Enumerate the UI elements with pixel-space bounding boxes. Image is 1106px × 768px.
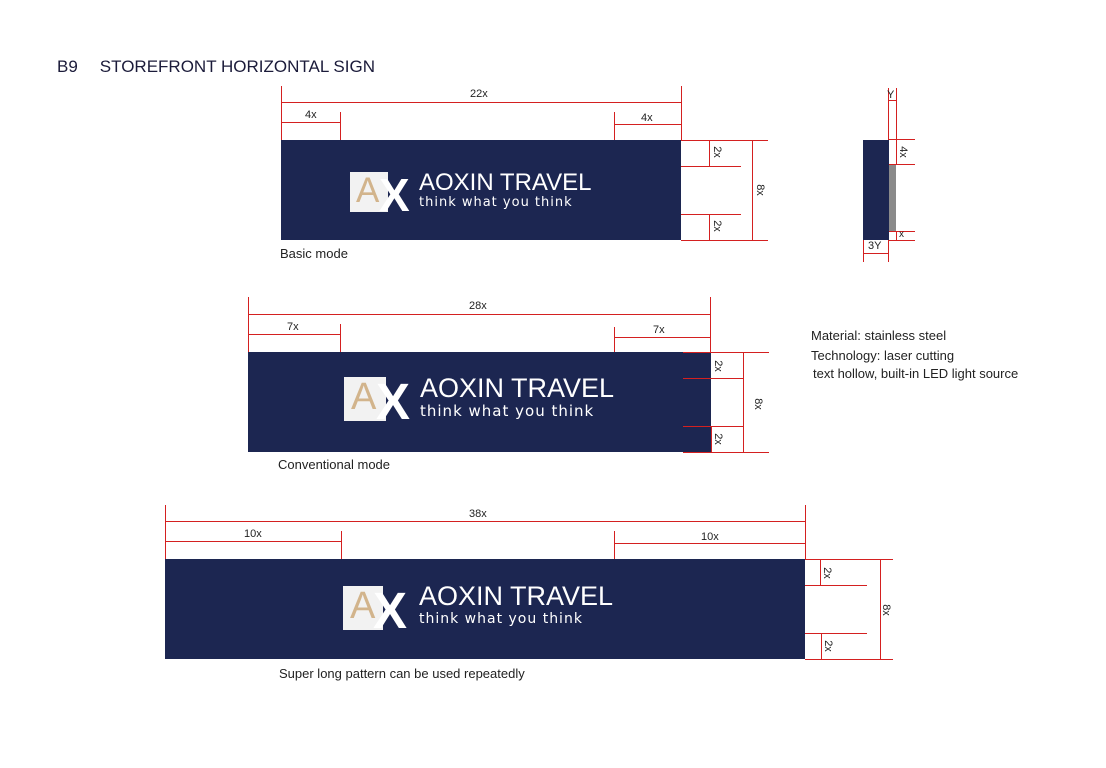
dim-extension-line (340, 324, 341, 352)
dim-line (743, 352, 744, 452)
dim-bottom-margin: 2x (821, 640, 834, 652)
sign-caption: Basic mode (280, 246, 348, 261)
brand-name: AOXIN TRAVEL (420, 373, 615, 403)
dim-depth-top: Y (887, 89, 895, 101)
dim-extension-line (281, 86, 282, 140)
brand-name: AOXIN TRAVEL (419, 169, 592, 196)
note-material: Material: stainless steel (811, 328, 947, 343)
dim-extension-line (888, 240, 889, 262)
sign-logo (344, 373, 615, 430)
dim-line (683, 352, 769, 353)
dim-line (863, 253, 889, 254)
dim-height: 8x (753, 184, 766, 196)
brand-slogan: think what you think (420, 402, 595, 420)
dim-total-width: 38x (469, 508, 487, 520)
sign-caption: Conventional mode (278, 457, 391, 472)
sign-logo (343, 581, 614, 639)
dim-extension-line (340, 112, 341, 140)
dim-total-width: 22x (470, 88, 488, 100)
dim-line-right-margin (614, 124, 682, 125)
dim-extension-line (805, 505, 806, 559)
section-title: STOREFRONT HORIZONTAL SIGN (99, 57, 375, 76)
dim-right-margin: 4x (641, 112, 653, 124)
dim-extension-line (614, 327, 615, 352)
dim-extension-line (165, 505, 166, 559)
dim-line (681, 166, 741, 167)
dim-extension-line (341, 531, 342, 559)
dim-extension-line (710, 297, 711, 352)
dim-line-left-margin (248, 334, 341, 335)
note-detail: text hollow, built-in LED light source (813, 366, 1019, 381)
dim-extension-line (681, 86, 682, 140)
dim-line (889, 240, 915, 241)
dim-extension-line (863, 240, 864, 262)
dim-top-margin: 2x (820, 567, 833, 579)
dim-left-margin: 10x (244, 528, 262, 540)
dim-line-total-width (248, 314, 711, 315)
dim-height: 8x (751, 398, 764, 410)
dim-line (681, 140, 768, 141)
dim-line (805, 659, 893, 660)
dim-line (896, 231, 897, 241)
dim-left-margin: 4x (305, 109, 317, 121)
section-code: B9 (57, 57, 78, 76)
dim-right-margin: 10x (701, 531, 719, 543)
dim-line-total-width (165, 521, 806, 522)
dim-line (681, 214, 741, 215)
logo-mark-icon (343, 582, 415, 639)
dim-inset-bottom: x (899, 229, 904, 240)
dim-extension-line (614, 531, 615, 559)
dim-total-width: 28x (469, 300, 487, 312)
dim-line (681, 240, 768, 241)
logo-letter-x: X (373, 582, 408, 639)
dim-line-right-margin (614, 543, 806, 544)
dim-line-right-margin (614, 337, 711, 338)
sign-logo (350, 169, 592, 221)
logo-letter-a: A (351, 376, 377, 418)
dim-bottom-margin: 2x (710, 220, 723, 232)
note-technology: Technology: laser cutting (811, 348, 955, 363)
dim-left-margin: 7x (287, 321, 299, 333)
dim-extension-line (248, 297, 249, 352)
dim-extension-line (614, 112, 615, 140)
brand-name: AOXIN TRAVEL (419, 581, 614, 611)
dim-line (805, 585, 867, 586)
dim-line (889, 164, 915, 165)
logo-letter-x: X (379, 169, 410, 221)
dim-bottom-margin: 2x (711, 433, 724, 445)
logo-letter-x: X (376, 373, 411, 430)
dim-extension-line (896, 88, 897, 140)
dim-line-left-margin (165, 541, 342, 542)
side-edge-strip (889, 164, 896, 232)
dim-top-margin: 2x (711, 360, 724, 372)
logo-letter-a: A (356, 171, 380, 210)
dim-height: 8x (879, 604, 892, 616)
dim-inset-top: 4x (896, 146, 909, 158)
sign-caption: Super long pattern can be used repeatedly (279, 666, 525, 681)
page-title (57, 57, 375, 77)
side-panel (863, 140, 889, 240)
dim-line (805, 633, 867, 634)
brand-slogan: think what you think (419, 611, 583, 627)
dim-right-margin: 7x (653, 324, 665, 336)
dim-line (683, 452, 769, 453)
logo-letter-a: A (350, 585, 376, 627)
brand-slogan: think what you think (419, 195, 573, 210)
dim-line (683, 426, 743, 427)
dim-depth-bottom: 3Y (868, 240, 882, 252)
logo-mark-icon (344, 373, 416, 430)
dim-line (889, 139, 915, 140)
logo-mark-icon (350, 169, 416, 221)
dim-line-left-margin (281, 122, 341, 123)
dim-top-margin: 2x (710, 146, 723, 158)
dim-line (683, 378, 743, 379)
dim-line-total-width (281, 102, 682, 103)
